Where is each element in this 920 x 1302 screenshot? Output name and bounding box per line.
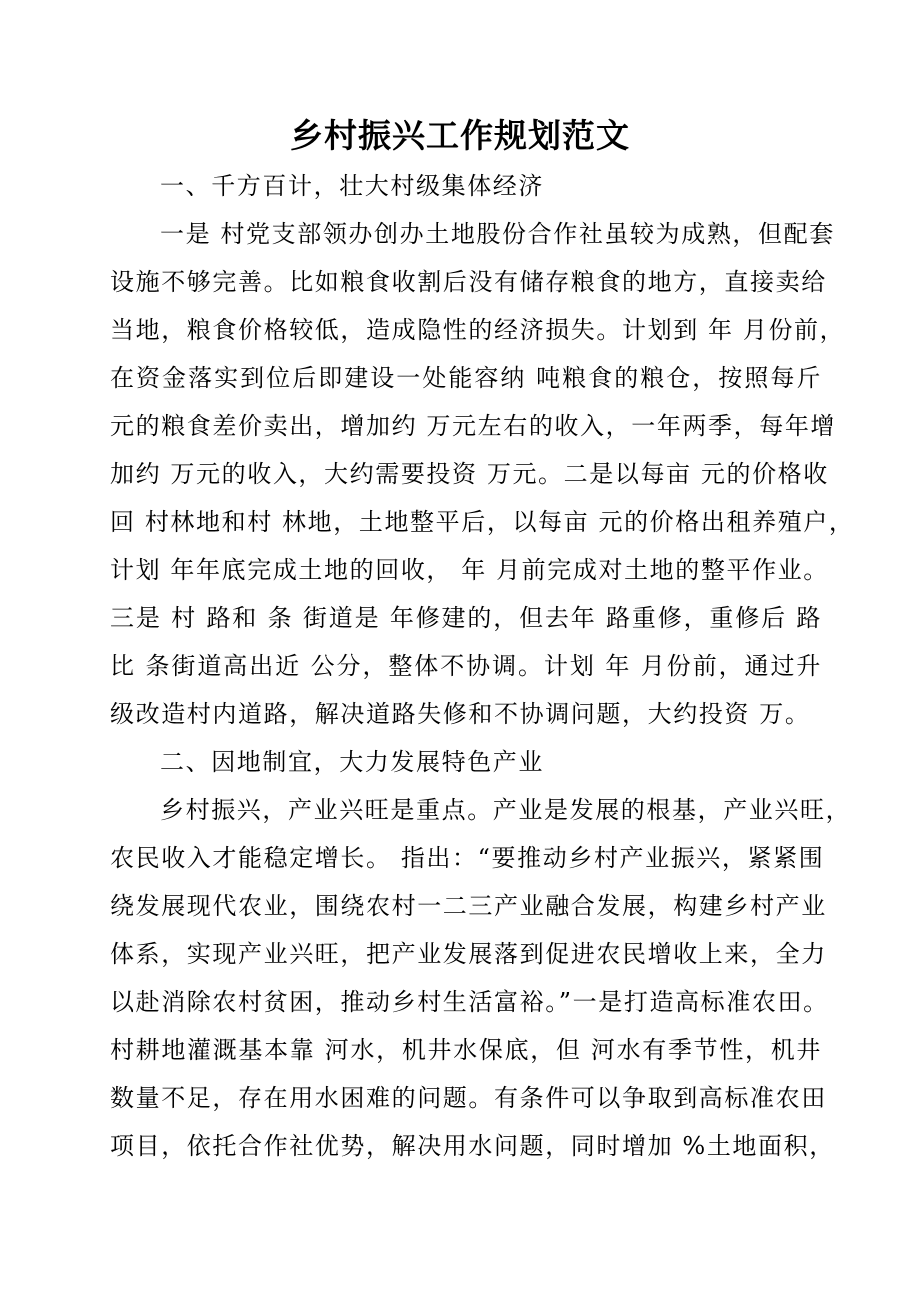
paragraph-line: 数量不足，存在用水困难的问题。有条件可以争取到高标准农田 <box>110 1084 827 1112</box>
paragraph-line: 乡村振兴，产业兴旺是重点。产业是发展的根基，产业兴旺， <box>160 796 852 824</box>
paragraph-line: 计划 年年底完成土地的回收， 年 月前完成对土地的整平作业。 <box>110 556 829 584</box>
paragraph-line: 三是 村 路和 条 街道是 年修建的，但去年 路重修，重修后 路 <box>110 604 822 632</box>
paragraph-line: 元的粮食差价卖出，增加约 万元左右的收入，一年两季，每年增 <box>110 412 837 440</box>
paragraph-line: 加约 万元的收入，大约需要投资 万元。二是以每亩 元的价格收 <box>110 460 829 488</box>
document-title: 乡村振兴工作规划范文 <box>290 116 630 155</box>
paragraph-line: 体系，实现产业兴旺，把产业发展落到促进农民增收上来，全力 <box>110 940 827 968</box>
paragraph-line: 设施不够完善。比如粮食收割后没有储存粮食的地方，直接卖给 <box>110 268 827 296</box>
paragraph-line: 回 村林地和村 林地，土地整平后，以每亩 元的价格出租养殖户， <box>110 508 855 536</box>
paragraph-line: 农民收入才能稳定增长。 指出：“要推动乡村产业振兴，紧紧围 <box>110 844 825 872</box>
paragraph-line: 级改造村内道路，解决道路失修和不协调问题，大约投资 万。 <box>110 700 811 728</box>
paragraph-line: 项目，依托合作社优势，解决用水问题，同时增加 %土地面积， <box>110 1132 835 1160</box>
paragraph-line: 村耕地灌溉基本靠 河水，机井水保底，但 河水有季节性，机井 <box>110 1036 822 1064</box>
section-heading-2: 二、因地制宜，大力发展特色产业 <box>160 748 544 776</box>
section-heading-1: 一、千方百计，壮大村级集体经济 <box>160 172 544 200</box>
paragraph-line: 一是 村党支部领办创办土地股份合作社虽较为成熟，但配套 <box>160 220 835 248</box>
paragraph-line: 以赴消除农村贫困，推动乡村生活富裕。”一是打造高标准农田。 <box>110 988 829 1016</box>
paragraph-line: 绕发展现代农业，围绕农村一二三产业融合发展，构建乡村产业 <box>110 892 827 920</box>
paragraph-line: 比 条街道高出近 公分，整体不协调。计划 年 月份前，通过升 <box>110 652 822 680</box>
paragraph-line: 当地，粮食价格较低，造成隐性的经济损失。计划到 年 月份前， <box>110 316 846 344</box>
paragraph-line: 在资金落实到位后即建设一处能容纳 吨粮食的粮仓，按照每斤 <box>110 364 822 392</box>
